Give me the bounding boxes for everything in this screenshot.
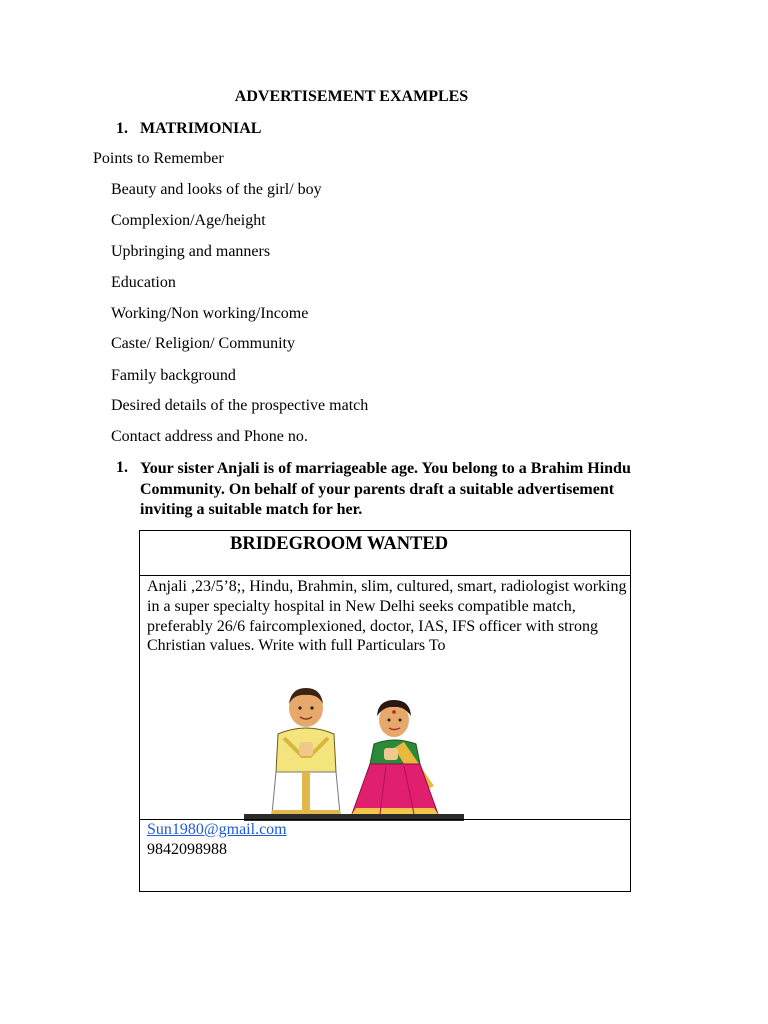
section-number: 1. [116, 120, 128, 137]
point-item: Desired details of the prospective match [111, 397, 369, 414]
point-item: Family background [111, 367, 236, 384]
point-item: Beauty and looks of the girl/ boy [111, 181, 322, 198]
question-number: 1. [116, 459, 128, 476]
point-item: Education [111, 274, 176, 291]
ad-body-text: Anjali ,23/5’8;, Hindu, Brahmin, slim, cultured, smart, radiologist working in a super specialty hospital in New Delhi seeks compatible match, preferably 26/6 faircomplexioned, doctor, IAS, IFS officer with strong Christian values. Write with full Particulars To [147, 578, 627, 655]
point-item: Caste/ Religion/ Community [111, 335, 295, 352]
document-title: ADVERTISEMENT EXAMPLES [234, 88, 469, 105]
question-text: Your sister Anjali is of marriageable age. You belong to a Brahim Hindu Community. On behalf of your parents draft a suitable advertisement inviting a suitable match for her. [140, 460, 631, 518]
section-heading: MATRIMONIAL [140, 120, 262, 137]
ad-heading: BRIDEGROOM WANTED [230, 534, 449, 554]
points-heading: Points to Remember [93, 150, 224, 167]
ad-divider [140, 819, 630, 820]
ad-phone-number: 9842098988 [147, 841, 227, 858]
point-item: Contact address and Phone no. [111, 428, 308, 445]
point-item: Complexion/Age/height [111, 212, 266, 229]
couple-illustration [244, 686, 464, 821]
point-item: Upbringing and manners [111, 243, 271, 260]
ad-email-link[interactable]: Sun1980@gmail.com [147, 821, 287, 838]
advertisement-box [139, 530, 631, 892]
ad-divider [140, 575, 630, 576]
bride-figure [352, 700, 438, 814]
groom-figure [272, 688, 340, 821]
point-item: Working/Non working/Income [111, 305, 309, 322]
